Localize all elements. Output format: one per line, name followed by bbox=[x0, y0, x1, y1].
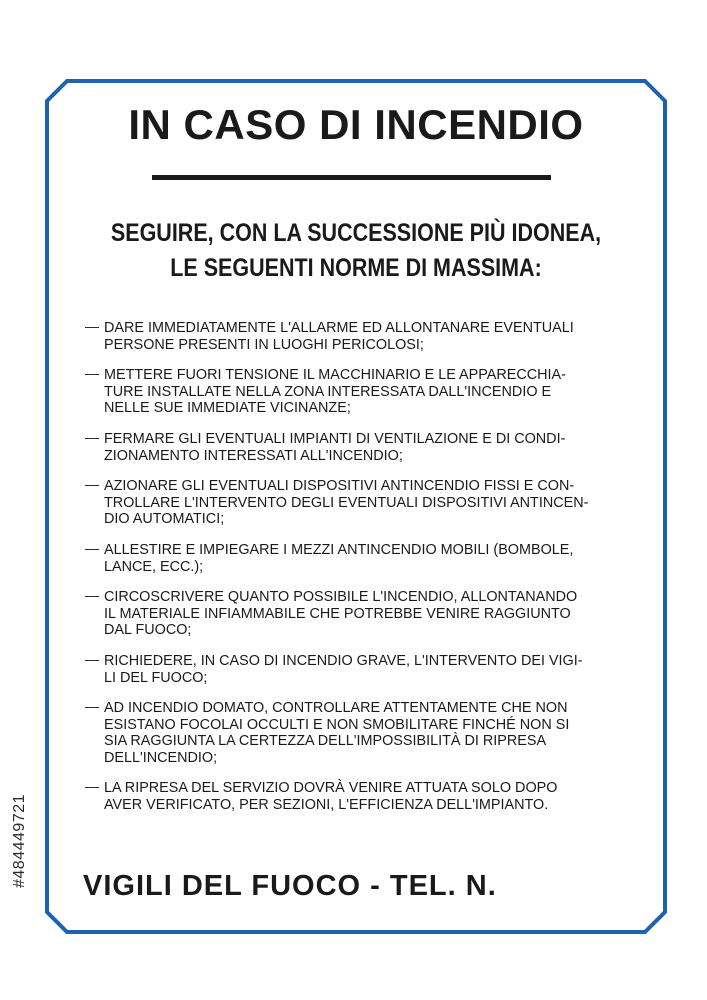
sign-title: IN CASO DI INCENDIO bbox=[128, 101, 584, 148]
subtitle-line: LE SEGUENTI NORME DI MASSIMA: bbox=[170, 254, 542, 282]
dash-bullet-icon: — bbox=[85, 778, 99, 795]
rule-item bbox=[85, 650, 640, 686]
subtitle-line: SEGUIRE, CON LA SUCCESSIONE PIÙ IDONEA, bbox=[110, 219, 602, 247]
dash-bullet-icon: — bbox=[85, 428, 99, 445]
rule-item bbox=[85, 539, 640, 575]
rule-text-line: IL MATERIALE INFIAMMABILE CHE POTREBBE VENIRE RAGGIUNTO bbox=[104, 605, 571, 622]
dash-bullet-icon: — bbox=[85, 318, 99, 334]
rule-text-line: RICHIEDERE, IN CASO DI INCENDIO GRAVE, L'INTERVENTO DEI VIGI- bbox=[104, 652, 583, 669]
title-divider bbox=[152, 175, 551, 180]
rule-text-line: AD INCENDIO DOMATO, CONTROLLARE ATTENTAMENTE CHE NON bbox=[104, 700, 568, 717]
rule-text-line: LA RIPRESA DEL SERVIZIO DOVRÀ VENIRE ATTUATA SOLO DOPO bbox=[104, 780, 558, 797]
rule-item bbox=[85, 780, 640, 813]
rule-item bbox=[85, 478, 640, 528]
dash-bullet-icon: — bbox=[85, 650, 99, 667]
rule-item bbox=[85, 589, 640, 639]
rule-item bbox=[85, 700, 640, 766]
dash-bullet-icon: — bbox=[85, 587, 99, 604]
rule-text-line: METTERE FUORI TENSIONE IL MACCHINARIO E LE APPARECCHIA- bbox=[104, 367, 566, 384]
rule-text-line: SIA RAGGIUNTA LA CERTEZZA DELL'IMPOSSIBILITÀ DI RIPRESA bbox=[104, 733, 547, 750]
rule-text-line: CIRCOSCRIVERE QUANTO POSSIBILE L'INCENDIO, ALLONTANANDO bbox=[104, 589, 578, 606]
rule-text-line: PERSONE PRESENTI IN LUOGHI PERICOLOSI; bbox=[104, 336, 424, 353]
dash-bullet-icon: — bbox=[85, 698, 99, 715]
dash-bullet-icon: — bbox=[85, 365, 99, 382]
rule-text-line: ESISTANO FOCOLAI OCCULTI E NON SMOBILITARE FINCHÉ NON SI bbox=[104, 716, 570, 733]
rule-text-line: AZIONARE GLI EVENTUALI DISPOSITIVI ANTINCENDIO FISSI E CON- bbox=[104, 478, 575, 495]
rule-item bbox=[85, 367, 640, 417]
rule-text-line: DAL FUOCO; bbox=[104, 622, 192, 639]
rule-text-line: AVER VERIFICATO, PER SEZIONI, L'EFFICIENZA DELL'IMPIANTO. bbox=[104, 797, 549, 814]
sign-footer: VIGILI DEL FUOCO - TEL. N. bbox=[83, 870, 497, 902]
dash-bullet-icon: — bbox=[85, 539, 99, 556]
stock-id-text: #484449721 bbox=[11, 794, 28, 888]
rules-list bbox=[85, 320, 640, 828]
rule-item bbox=[85, 320, 640, 353]
rule-text-line: FERMARE GLI EVENTUALI IMPIANTI DI VENTILAZIONE E DI CONDI- bbox=[104, 430, 566, 447]
rule-item bbox=[85, 428, 640, 464]
dash-bullet-icon: — bbox=[85, 476, 99, 493]
sign-subtitle bbox=[89, 216, 624, 286]
stock-id-watermark bbox=[5, 761, 35, 921]
rule-text-line: ALLESTIRE E IMPIEGARE I MEZZI ANTINCENDIO MOBILI (BOMBOLE, bbox=[104, 541, 574, 558]
rule-text-line: LANCE, ECC.); bbox=[104, 558, 204, 575]
rule-text-line: ZIONAMENTO INTERESSATI ALL'INCENDIO; bbox=[104, 447, 403, 464]
rule-text-line: TROLLARE L'INTERVENTO DEGLI EVENTUALI DISPOSITIVI ANTINCEN- bbox=[104, 494, 589, 511]
rule-text-line: DARE IMMEDIATAMENTE L'ALLARME ED ALLONTANARE EVENTUALI bbox=[104, 320, 574, 336]
rule-text-line: DELL'INCENDIO; bbox=[104, 749, 218, 766]
fire-safety-sign bbox=[45, 79, 667, 934]
rule-text-line: TURE INSTALLATE NELLA ZONA INTERESSATA DALL'INCENDIO E bbox=[104, 383, 552, 400]
rule-text-line: LI DEL FUOCO; bbox=[104, 669, 208, 686]
rule-text-line: NELLE SUE IMMEDIATE VICINANZE; bbox=[104, 400, 351, 417]
rule-text-line: DIO AUTOMATICI; bbox=[104, 511, 225, 528]
